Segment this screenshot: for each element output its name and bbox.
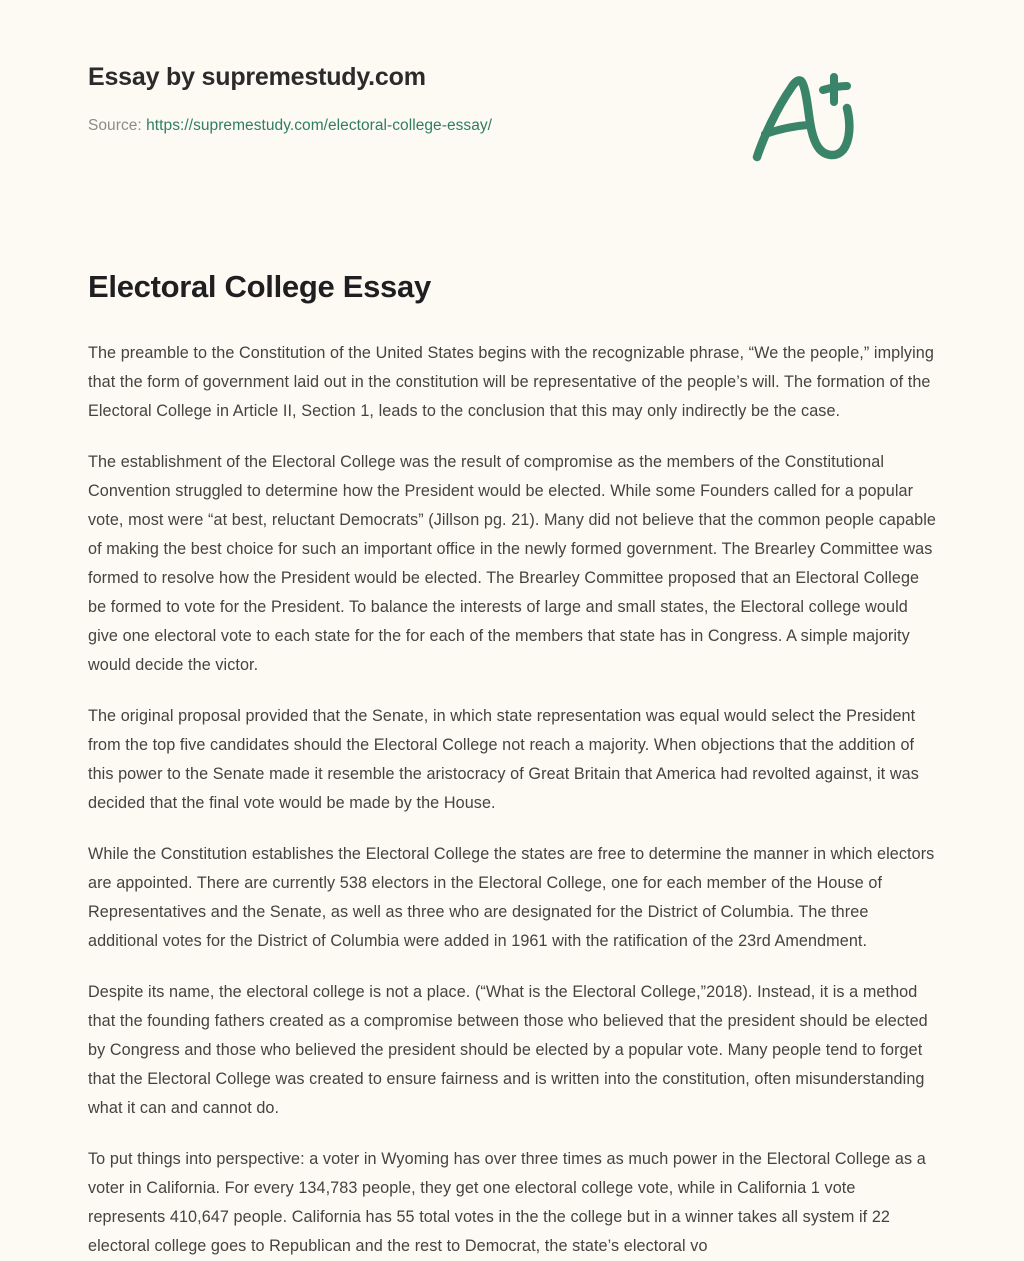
paragraph: Despite its name, the electoral college is not a place. (“What is the Electoral College,”2018). Instead, it is a method that the founding fathers created as a compromise between those who believed that the president should be elected by Congress and those who believed the president should be elected by a popular vote. Many people tend to forget that the Electoral College was created to ensure fairness and is written into the constitution, often misunderstanding what it can and cannot do. [88,983,928,1118]
paragraph: To put things into perspective: a voter in Wyoming has over three times as much power in the Electoral College as a voter in California. For every 134,783 people, they get one electoral college vote, while in California 1 vote represents 410,647 people. California has 55 total votes in the the college but in a winner takes all system if 22 electoral college goes to Republican and the rest to Democrat, the state’s electoral vo [88,1150,926,1256]
source-url-link[interactable]: https://supremestudy.com/electoral-college-essay/ [146,117,493,134]
source-label: Source: [88,117,142,134]
byline: Essay by supremestudy.com [88,63,426,91]
brand-logo [744,68,864,168]
a-plus-logo-icon [744,68,864,168]
paragraph: While the Constitution establishes the Electoral College the states are free to determine the manner in which electors are appointed. There are currently 538 electors in the Electoral College, one for each member of the House of Representatives and the Senate, as well as three who are designated for the District of Columbia. The three additional votes for the District of Columbia were added in 1961 with the ratification of the 23rd Amendment. [88,845,935,951]
paragraph: The establishment of the Electoral College was the result of compromise as the members of the Constitutional Convention struggled to determine how the President would be elected. While some Founders called for a popular vote, most were “at best, reluctant Democrats” (Jillson pg. 21). Many did not believe that the common people capable of making the best choice for such an important office in the newly formed government. The Brearley Committee was formed to resolve how the President would be elected. The Brearley Committee proposed that an Electoral College be formed to vote for the President. To balance the interests of large and small states, the Electoral college would give one electoral vote to each state for the for each of the members that state has in Congress. A simple majority would decide the victor. [88,453,936,675]
page-header [88,0,936,182]
paragraph: The original proposal provided that the Senate, in which state representation was equal would select the President from the top five candidates should the Electoral College not reach a majority. When objections that the addition of this power to the Senate made it resemble the aristocracy of Great Britain that America had revolted against, it was decided that the final vote would be made by the House. [88,707,919,813]
paragraph: The preamble to the Constitution of the United States begins with the recognizable phrase, “We the people,” implying that the form of government laid out in the constitution will be representative of the people’s will. The formation of the Electoral College in Article II, Section 1, leads to the conclusion that this may only indirectly be the case. [88,344,934,421]
page-title: Electoral College Essay [88,269,431,304]
essay-body [88,305,936,1261]
